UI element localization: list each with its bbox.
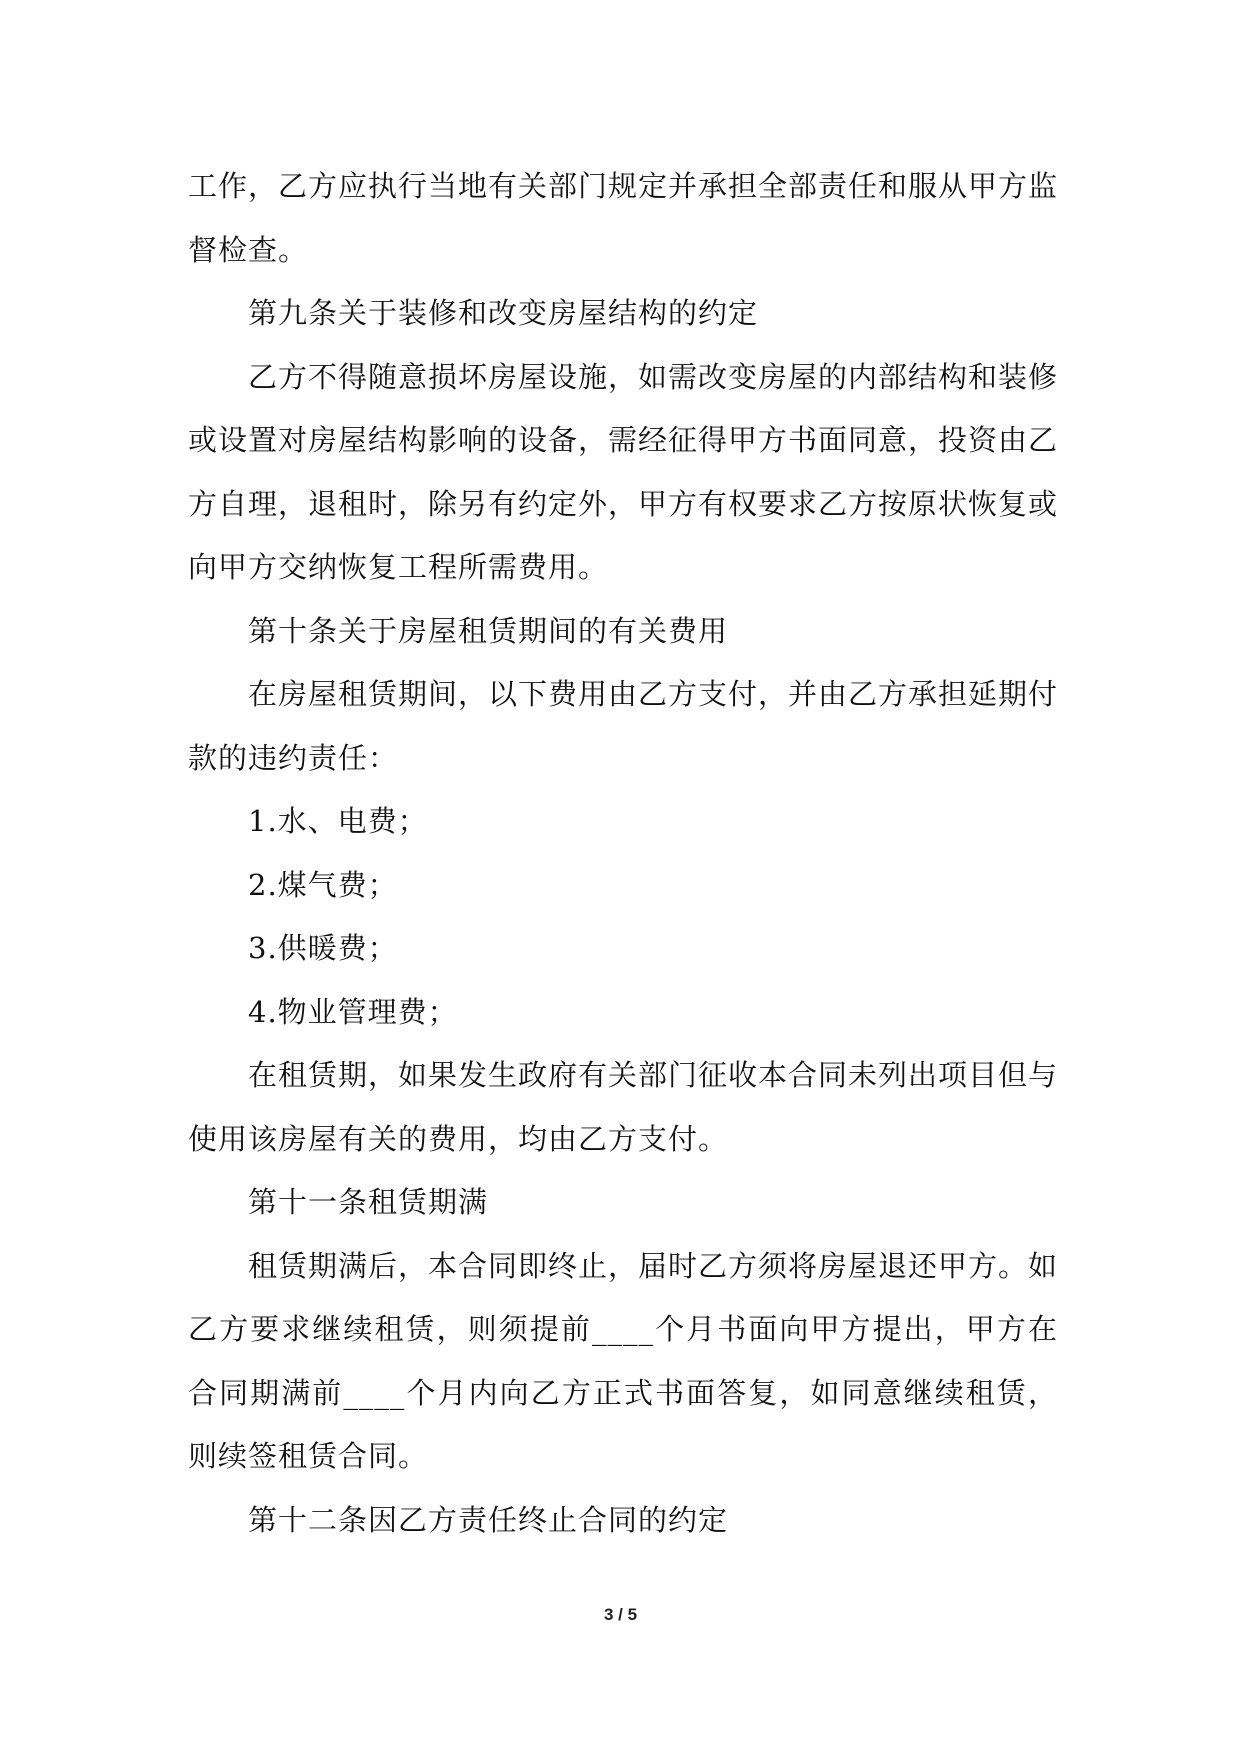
document-body [188, 155, 1058, 1552]
list-item-4: 4.物业管理费； [248, 994, 458, 1029]
list-item-3: 3.供暖费； [248, 931, 398, 965]
clause-9-heading: 第九条关于装修和改变房屋结构的约定 [248, 296, 759, 330]
page-number: 3 / 5 [603, 1605, 638, 1624]
clause-11-body: 租赁期满后，本合同即终止，届时乙方须将房屋退还甲方。如乙方要求继续租赁，则须提前____个月书面向甲方提出，甲方在合同期满前____个月内向乙方正式书面答复，如同意继续租赁，则续签租赁合同。 [188, 1248, 1059, 1473]
clause-12-heading: 第十二条因乙方责任终止合同的约定 [248, 1502, 729, 1537]
paragraph-continuation: 工作，乙方应执行当地有关部门规定并承担全部责任和服从甲方监督检查。 [188, 169, 1059, 267]
clause-10-additional: 在租赁期，如果发生政府有关部门征收本合同未列出项目但与使用该房屋有关的费用，均由乙方支付。 [188, 1058, 1059, 1156]
clause-11-heading: 第十一条租赁期满 [248, 1185, 489, 1219]
clause-10-body: 在房屋租赁期间，以下费用由乙方支付，并由乙方承担延期付款的违约责任： [188, 677, 1059, 775]
clause-9-body: 乙方不得随意损坏房屋设施，如需改变房屋的内部结构和装修或设置对房屋结构影响的设备，需经征得甲方书面同意，投资由乙方自理，退租时，除另有约定外，甲方有权要求乙方按原状恢复或向甲方交纳恢复工程所需费用。 [188, 359, 1059, 584]
list-item-1: 1.水、电费； [248, 804, 428, 838]
clause-10-heading: 第十条关于房屋租赁期间的有关费用 [248, 613, 729, 648]
list-item-2: 2.煤气费； [248, 867, 398, 902]
